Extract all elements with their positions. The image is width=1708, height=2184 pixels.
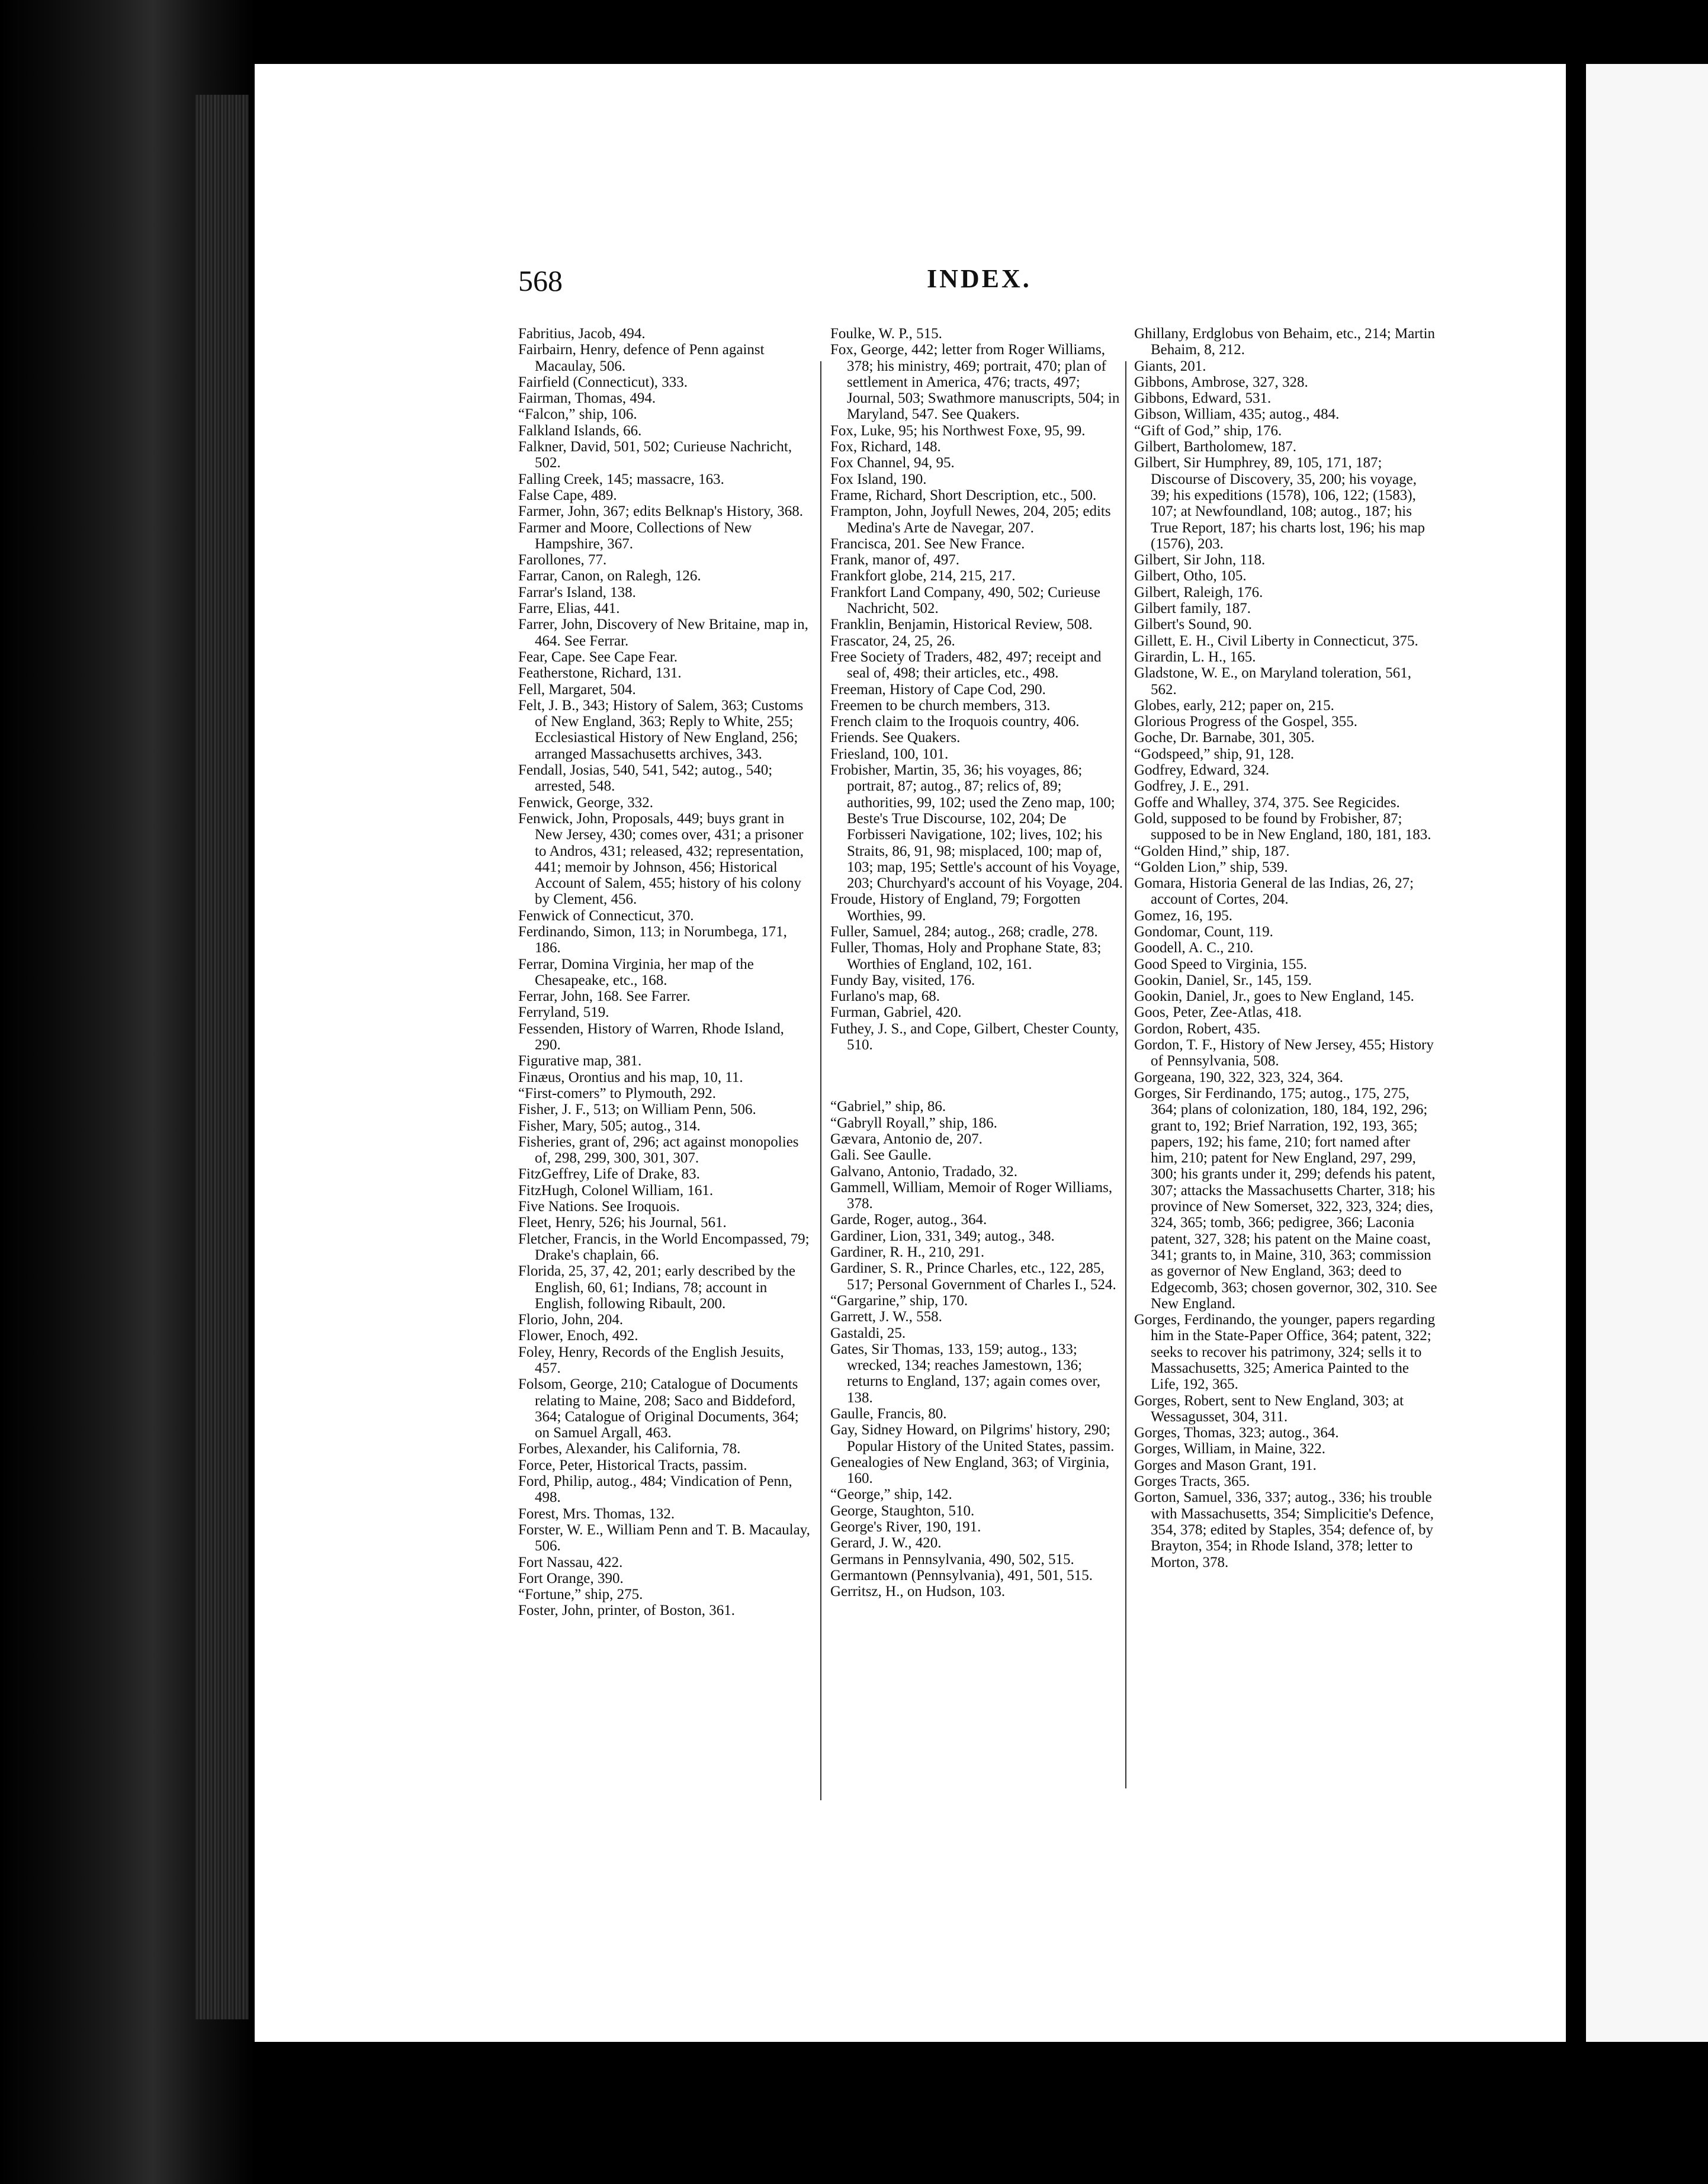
- index-entry: Flower, Enoch, 492.: [518, 1328, 638, 1344]
- index-entry: “Golden Hind,” ship, 187.: [1134, 843, 1290, 859]
- index-entry: Gomez, 16, 195.: [1134, 907, 1232, 924]
- index-entry: Foley, Henry, Records of the English Jesuits, 457.: [518, 1344, 784, 1376]
- index-entry: Gold, supposed to be found by Frobisher, 87; supposed to be in New England, 180, 181, 183.: [1134, 810, 1431, 843]
- index-entry: Franklin, Benjamin, Historical Review, 508.: [830, 616, 1093, 633]
- column-divider: [1125, 361, 1126, 1788]
- index-entry: Gibbons, Ambrose, 327, 328.: [1134, 374, 1308, 390]
- index-entry: Godfrey, Edward, 324.: [1134, 762, 1270, 779]
- index-entry: Fox, Richard, 148.: [830, 439, 941, 455]
- index-entry: Fleet, Henry, 526; his Journal, 561.: [518, 1215, 727, 1231]
- index-entry: Futhey, J. S., and Cope, Gilbert, Chester County, 510.: [830, 1020, 1119, 1054]
- index-entry: Gladstone, W. E., on Maryland toleration, 561, 562.: [1134, 665, 1411, 698]
- index-entry: Garde, Roger, autog., 364.: [830, 1212, 987, 1228]
- index-entry: Germantown (Pennsylvania), 491, 501, 515.: [830, 1567, 1093, 1584]
- index-entry: Gilbert, Bartholomew, 187.: [1134, 439, 1297, 455]
- index-entry: Fairman, Thomas, 494.: [518, 390, 656, 407]
- index-entry: Frankfort Land Company, 490, 502; Curieuse Nachricht, 502.: [830, 584, 1100, 617]
- index-entry: Gilbert, Sir John, 118.: [1134, 552, 1266, 569]
- index-entry: Frascator, 24, 25, 26.: [830, 632, 955, 649]
- index-entry: Gardiner, R. H., 210, 291.: [830, 1244, 985, 1261]
- index-entry: Germans in Pennsylvania, 490, 502, 515.: [830, 1551, 1074, 1568]
- index-entry: Ferryland, 519.: [518, 1004, 609, 1021]
- index-entry: Ferrar, Domina Virginia, her map of the Chesapeake, etc., 168.: [518, 956, 754, 988]
- index-entry: Fessenden, History of Warren, Rhode Island, 290.: [518, 1020, 784, 1054]
- index-entry: Girardin, L. H., 165.: [1134, 648, 1256, 665]
- index-entry: Gilbert, Otho, 105.: [1134, 568, 1247, 584]
- index-entry: Fox Channel, 94, 95.: [830, 455, 955, 471]
- index-entry: Farmer, John, 367; edits Belknap's History, 368.: [518, 503, 804, 520]
- index-entry: Gates, Sir Thomas, 133, 159; autog., 133; wrecked, 134; reaches Jamestown, 136; returns to England, 137; again comes over, 138.: [830, 1341, 1101, 1406]
- page-header: [518, 264, 1436, 299]
- index-entry: Farrar, Canon, on Ralegh, 126.: [518, 568, 701, 584]
- index-entry: Furlano's map, 68.: [830, 988, 940, 1005]
- index-entry: Gilbert family, 187.: [1134, 600, 1251, 617]
- index-entry: Furman, Gabriel, 420.: [830, 1004, 962, 1021]
- index-entry: Gorges, Robert, sent to New England, 303; at Wessagusset, 304, 311.: [1134, 1392, 1404, 1425]
- index-entry: Forest, Mrs. Thomas, 132.: [518, 1505, 675, 1522]
- index-entry: “Gabryll Royall,” ship, 186.: [830, 1115, 997, 1131]
- index-entry: Foster, John, printer, of Boston, 361.: [518, 1602, 736, 1619]
- index-entry: Froude, History of England, 79; Forgotten Worthies, 99.: [830, 891, 1081, 924]
- index-entry: Felt, J. B., 343; History of Salem, 363; Customs of New England, 363; Reply to White, 255; Ecclesiastical History of New England, 256; arranged Massachusetts archives, 343.: [518, 697, 804, 762]
- index-entry: Gorgeana, 190, 322, 323, 324, 364.: [1134, 1069, 1343, 1085]
- index-entry: Ferdinando, Simon, 113; in Norumbega, 171, 186.: [518, 923, 787, 956]
- index-entry: Finæus, Orontius and his map, 10, 11.: [518, 1069, 743, 1085]
- index-entry: Freeman, History of Cape Cod, 290.: [830, 681, 1046, 698]
- index-entry: “Gift of God,” ship, 176.: [1134, 422, 1282, 439]
- index-entry: Frame, Richard, Short Description, etc., 500.: [830, 487, 1097, 503]
- column-divider: [820, 361, 821, 1800]
- index-entry: Fox, George, 442; letter from Roger Williams, 378; his ministry, 469; portrait, 470; plan of settlement in America, 476; tracts, 497; Journal, 503; Swathmore manuscripts, 504; in Maryland, 547. See Quakers.: [830, 342, 1120, 423]
- page-title: INDEX.: [927, 264, 1032, 293]
- index-entry: Fell, Margaret, 504.: [518, 681, 636, 698]
- index-entry: Godfrey, J. E., 291.: [1134, 778, 1250, 795]
- index-entry: Gaulle, Francis, 80.: [830, 1406, 947, 1422]
- index-entry: “First-comers” to Plymouth, 292.: [518, 1085, 716, 1101]
- index-entry: Foulke, W. P., 515.: [830, 326, 942, 342]
- index-entry: Free Society of Traders, 482, 497; receipt and seal of, 498; their articles, etc., 498.: [830, 648, 1102, 682]
- index-entry: Farollones, 77.: [518, 552, 607, 569]
- index-entry: Fairfield (Connecticut), 333.: [518, 374, 688, 390]
- index-entry: Friesland, 100, 101.: [830, 746, 949, 762]
- index-entry: Goodell, A. C., 210.: [1134, 940, 1254, 956]
- index-entry: Ghillany, Erdglobus von Behaim, etc., 214; Martin Behaim, 8, 212.: [1134, 326, 1436, 358]
- index-entry: Friends. See Quakers.: [830, 730, 961, 746]
- index-entry: FitzHugh, Colonel William, 161.: [518, 1182, 714, 1199]
- facing-page-edge: [1586, 64, 1708, 2042]
- index-entry: Gilbert, Raleigh, 176.: [1134, 584, 1263, 600]
- index-entry: “Godspeed,” ship, 91, 128.: [1134, 746, 1295, 762]
- index-entry: Gorton, Samuel, 336, 337; autog., 336; his trouble with Massachusetts, 354; Simplicitie's Defence, 354, 378; edited by Staples, 354; defence of, by Brayton, 354; in Rhode Island, 378; letter to Morton, 378.: [1134, 1489, 1434, 1570]
- index-entry: Fox, Luke, 95; his Northwest Foxe, 95, 99.: [830, 422, 1086, 439]
- index-entry: False Cape, 489.: [518, 487, 617, 503]
- index-entry: George's River, 190, 191.: [830, 1519, 981, 1536]
- index-entry: Garrett, J. W., 558.: [830, 1309, 942, 1325]
- index-entry: Featherstone, Richard, 131.: [518, 665, 682, 682]
- index-entry: Falling Creek, 145; massacre, 163.: [518, 471, 724, 487]
- index-entry: Gorges, Thomas, 323; autog., 364.: [1134, 1425, 1339, 1441]
- index-entry: French claim to the Iroquois country, 406.: [830, 714, 1080, 730]
- index-entry: “Falcon,” ship, 106.: [518, 406, 637, 423]
- index-entry: Force, Peter, Historical Tracts, passim.: [518, 1457, 747, 1473]
- page-gutter: [1566, 64, 1586, 2042]
- index-entry: Farre, Elias, 441.: [518, 600, 620, 617]
- index-entry: Ford, Philip, autog., 484; Vindication of Penn, 498.: [518, 1473, 792, 1506]
- index-entry: Gardiner, S. R., Prince Charles, etc., 122, 285, 517; Personal Government of Charles I., 524.: [830, 1260, 1116, 1293]
- index-entry: Gilbert's Sound, 90.: [1134, 616, 1252, 633]
- index-entry: Giants, 201.: [1134, 358, 1206, 374]
- index-entry: Fort Nassau, 422.: [518, 1554, 623, 1570]
- index-entry: Fear, Cape. See Cape Fear.: [518, 648, 678, 665]
- index-entry: Frampton, John, Joyfull Newes, 204, 205; edits Medina's Arte de Navegar, 207.: [830, 503, 1111, 536]
- index-entry: Fenwick, George, 332.: [518, 794, 653, 811]
- index-entry: Glorious Progress of the Gospel, 355.: [1134, 714, 1358, 730]
- index-entry: Gibson, William, 435; autog., 484.: [1134, 406, 1340, 423]
- index-entry: Fenwick, John, Proposals, 449; buys grant in New Jersey, 430; comes over, 431; a prisoner to Andros, 431; released, 432; representation, 441; memoir by Johnson, 456; Historical Account of Salem, 455; history of his colony by Clement, 456.: [518, 810, 804, 908]
- index-entry: “Golden Lion,” ship, 539.: [1134, 859, 1288, 875]
- index-entry: Falkner, David, 501, 502; Curieuse Nachricht, 502.: [518, 439, 792, 471]
- page-edges: [195, 95, 249, 2019]
- index-entry: Five Nations. See Iroquois.: [518, 1199, 680, 1215]
- index-entry: Fisher, J. F., 513; on William Penn, 506.: [518, 1101, 756, 1118]
- index-entry: Francisca, 201. See New France.: [830, 535, 1025, 552]
- index-entry: Farrer, John, Discovery of New Britaine, map in, 464. See Ferrar.: [518, 616, 808, 649]
- index-entry: Figurative map, 381.: [518, 1053, 642, 1069]
- index-entry: Florida, 25, 37, 42, 201; early described by the English, 60, 61; Indians, 78; account in English, following Ribault, 200.: [518, 1263, 795, 1312]
- index-entry: Fort Orange, 390.: [518, 1570, 624, 1586]
- index-entry: Gorges, William, in Maine, 322.: [1134, 1441, 1326, 1457]
- index-entry: Gookin, Daniel, Sr., 145, 159.: [1134, 972, 1312, 988]
- index-entry: Gordon, T. F., History of New Jersey, 455; History of Pennsylvania, 508.: [1134, 1037, 1434, 1069]
- index-entry: Freemen to be church members, 313.: [830, 697, 1051, 714]
- index-entry: Galvano, Antonio, Tradado, 32.: [830, 1163, 1017, 1180]
- index-entry: Fendall, Josias, 540, 541, 542; autog., 540; arrested, 548.: [518, 762, 773, 795]
- index-entry: Gondomar, Count, 119.: [1134, 923, 1273, 940]
- index-entry: Fundy Bay, visited, 176.: [830, 972, 975, 988]
- index-entry: Gilbert, Sir Humphrey, 89, 105, 171, 187; Discourse of Discovery, 35, 200; his voyage, 39; his expeditions (1578), 106, 122; (1583), 107; at Newfoundland, 108; autog., 187; his True Report, 187; his charts lost, 196; his map (1576), 203.: [1134, 455, 1425, 552]
- index-entry: Folsom, George, 210; Catalogue of Documents relating to Maine, 208; Saco and Biddeford, 364; Catalogue of Original Documents, 364; on Samuel Argall, 463.: [518, 1376, 799, 1441]
- index-entry: Goos, Peter, Zee-Atlas, 418.: [1134, 1004, 1302, 1021]
- index-entry: Gorges, Sir Ferdinando, 175; autog., 175, 275, 364; plans of colonization, 180, 184, 192, 296; grant to, 192; Brief Narration, 192, 193, 365; papers, 192; his fame, 210; fort named after him, 210; patent for New England, 297, 299, 300; his grants under it, 299; defends his patent, 307; attacks the Massachusetts Charter, 318; his province of New Somerset, 322, 323, 324; dies, 324, 365; tomb, 366; pedigree, 366; Laconia patent, 327, 328; his patent on the Maine coast, 341; grants to, in Maine, 310, 363; commission as governor of New England, 363; deed to Edgecomb, 363; chosen governor, 302, 310. See New England.: [1134, 1085, 1437, 1312]
- index-entry: Goche, Dr. Barnabe, 301, 305.: [1134, 730, 1315, 746]
- index-entry: Fairbairn, Henry, defence of Penn against Macaulay, 506.: [518, 342, 765, 374]
- index-entry: Frobisher, Martin, 35, 36; his voyages, 86; portrait, 87; autog., 87; relics of, 89; authorities, 99, 102; used the Zeno map, 100; Beste's True Discourse, 102, 204; De Forbisseri Navigatione, 102; lives, 102; his Straits, 86, 91, 98; misplaced, 100; map of, 103; map, 195; Settle's account of his Voyage, 203; Churchyard's account of his Voyage, 204.: [830, 762, 1123, 892]
- index-entry: Gay, Sidney Howard, on Pilgrims' history, 290; Popular History of the United States, passim.: [830, 1422, 1115, 1454]
- index-entry: FitzGeffrey, Life of Drake, 83.: [518, 1166, 700, 1183]
- index-entry: Gerritsz, H., on Hudson, 103.: [830, 1584, 1006, 1600]
- index-entry: Globes, early, 212; paper on, 215.: [1134, 697, 1334, 714]
- index-entry: Gibbons, Edward, 531.: [1134, 390, 1272, 407]
- index-entry: Gali. See Gaulle.: [830, 1147, 932, 1164]
- index-entry: Gammell, William, Memoir of Roger Williams, 378.: [830, 1179, 1113, 1212]
- index-entry: “Gabriel,” ship, 86.: [830, 1099, 946, 1115]
- index-entry: “Gargarine,” ship, 170.: [830, 1292, 968, 1309]
- index-entry: Gardiner, Lion, 331, 349; autog., 348.: [830, 1228, 1055, 1244]
- page-number: 568: [518, 264, 563, 297]
- index-column-2: [830, 326, 1125, 1600]
- index-entry: Gævara, Antonio de, 207.: [830, 1130, 983, 1147]
- index-entry: Gorges and Mason Grant, 191.: [1134, 1457, 1317, 1473]
- index-entry: Frank, manor of, 497.: [830, 552, 960, 569]
- index-entry: Fabritius, Jacob, 494.: [518, 326, 646, 342]
- index-entry: Gorges, Ferdinando, the younger, papers regarding him in the State-Paper Office, 364; patent, 322; seeks to recover his patrimony, 324; sells it to Massachusetts, 325; America Painted to the Life, 192, 365.: [1134, 1312, 1436, 1393]
- index-entry: Florio, John, 204.: [518, 1312, 624, 1328]
- index-entry: “George,” ship, 142.: [830, 1486, 952, 1503]
- index-entry: Farmer and Moore, Collections of New Hampshire, 367.: [518, 519, 752, 552]
- index-entry: George, Staughton, 510.: [830, 1502, 975, 1519]
- index-entry: Farrar's Island, 138.: [518, 584, 636, 600]
- index-entry: Gillett, E. H., Civil Liberty in Connecticut, 375.: [1134, 632, 1418, 649]
- index-entry: Fisher, Mary, 505; autog., 314.: [518, 1117, 701, 1134]
- index-entry: Good Speed to Virginia, 155.: [1134, 956, 1308, 972]
- index-entry: Fletcher, Francis, in the World Encompassed, 79; Drake's chaplain, 66.: [518, 1231, 810, 1263]
- index-entry: Fisheries, grant of, 296; act against monopolies of, 298, 299, 300, 301, 307.: [518, 1133, 799, 1167]
- index-entry: Ferrar, John, 168. See Farrer.: [518, 988, 691, 1005]
- index-entry: Forster, W. E., William Penn and T. B. Macaulay, 506.: [518, 1521, 810, 1555]
- index-entry: Genealogies of New England, 363; of Virginia, 160.: [830, 1454, 1110, 1487]
- index-entry: Frankfort globe, 214, 215, 217.: [830, 568, 1016, 584]
- index-entry: Gorges Tracts, 365.: [1134, 1473, 1250, 1490]
- index-entry: Goffe and Whalley, 374, 375. See Regicides.: [1134, 794, 1400, 811]
- index-entry: “Fortune,” ship, 275.: [518, 1586, 643, 1603]
- index-entry: Falkland Islands, 66.: [518, 422, 642, 439]
- index-entry: Fox Island, 190.: [830, 471, 927, 487]
- index-column-3: [1134, 326, 1437, 1570]
- index-entry: Gordon, Robert, 435.: [1134, 1020, 1261, 1037]
- index-entry: Fuller, Thomas, Holy and Prophane State, 83; Worthies of England, 102, 161.: [830, 940, 1102, 972]
- index-entry: Gookin, Daniel, Jr., goes to New England, 145.: [1134, 988, 1414, 1005]
- index-entry: Gerard, J. W., 420.: [830, 1535, 942, 1552]
- index-entry: [830, 1068, 1125, 1084]
- index-entry: Forbes, Alexander, his California, 78.: [518, 1441, 741, 1457]
- index-entry: Gastaldi, 25.: [830, 1325, 906, 1341]
- index-entry: Gomara, Historia General de las Indias, 26, 27; account of Cortes, 204.: [1134, 875, 1414, 908]
- index-column-1: [518, 326, 811, 1619]
- index-entry: Fenwick of Connecticut, 370.: [518, 907, 694, 924]
- index-entry: Fuller, Samuel, 284; autog., 268; cradle, 278.: [830, 923, 1098, 940]
